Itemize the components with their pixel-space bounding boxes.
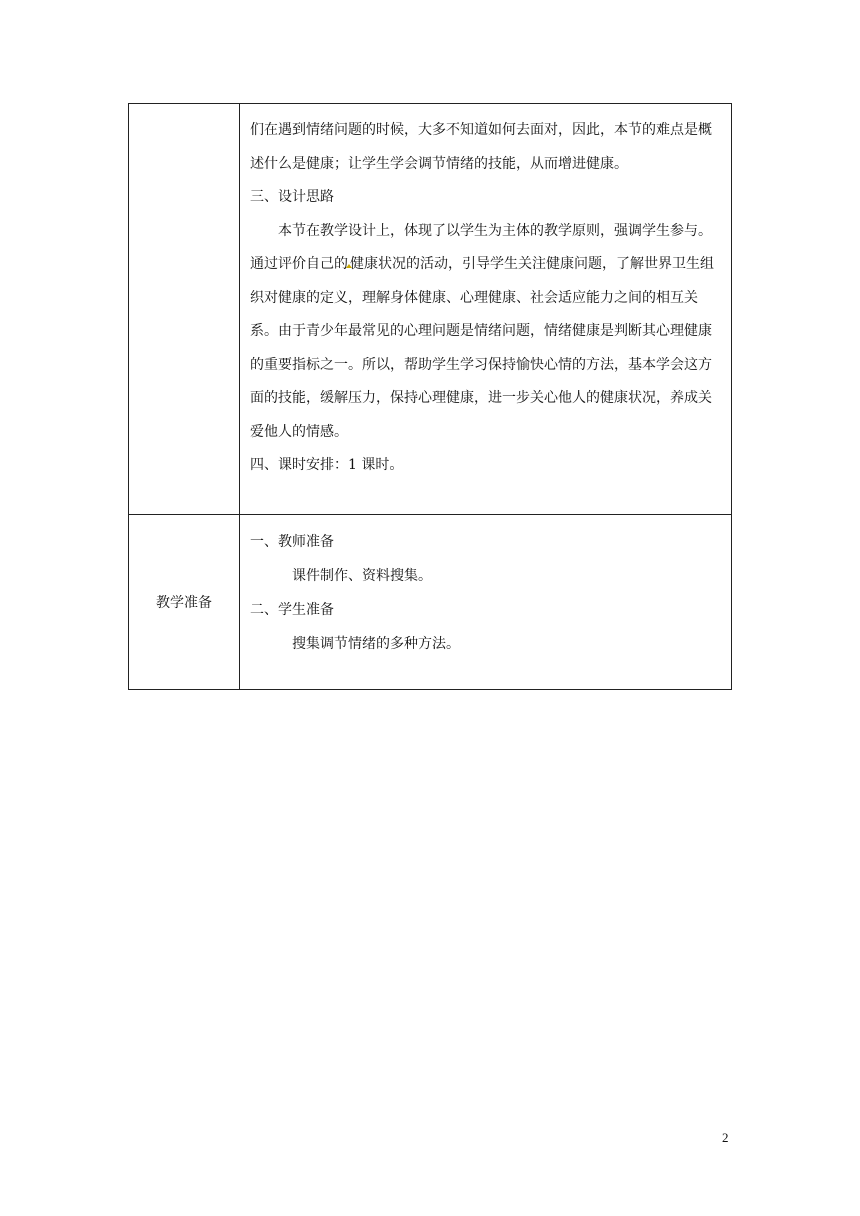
schedule-line: 四、课时安排：1 课时。: [250, 457, 404, 473]
preparation-content-cell: [240, 515, 732, 690]
page-number: 2: [722, 1130, 729, 1145]
preparation-label: 教学准备: [129, 515, 240, 690]
lesson-plan-table: [128, 103, 732, 690]
table-row: [129, 104, 732, 515]
design-heading: 三、设计思路: [250, 189, 334, 205]
empty-label-cell: [129, 104, 240, 515]
difficulty-paragraph: 们在遇到情绪问题的时候，大多不知道如何去面对，因此，本节的难点是概述什么是健康；让学生学会调节情绪的技能，从而增进健康。: [250, 122, 712, 172]
student-prep-heading: 二、学生准备: [250, 602, 334, 618]
table-row: [129, 515, 732, 690]
teacher-prep-heading: 一、教师准备: [250, 534, 334, 550]
design-paragraph: [250, 215, 721, 450]
student-prep-items: 搜集调节情绪的多种方法。: [292, 636, 460, 652]
design-paragraph-part1: 本节在教学设计上，体现了以学生为主体的教学原则，强调学生参与。通过评价自己的: [250, 222, 712, 272]
design-paragraph-part2: 健康状况的活动，引导学生关注健康问题，了解世界卫生组织对健康的定义，理解身体健康、心理健康、社会适应能力之间的相互关系。由于青少年最常见的心理问题是情绪问题，情绪健康是判断其心理健康的重要指标之一。所以，帮助学生学习保持愉快心情的方法，基本学会这方面的技能，缓解压力，保持心理健康，进一步关心他人的健康状况，养成关爱他人的情感。: [250, 256, 714, 440]
teacher-prep-items: 课件制作、资料搜集。: [292, 568, 432, 584]
design-content-cell: [240, 104, 732, 515]
